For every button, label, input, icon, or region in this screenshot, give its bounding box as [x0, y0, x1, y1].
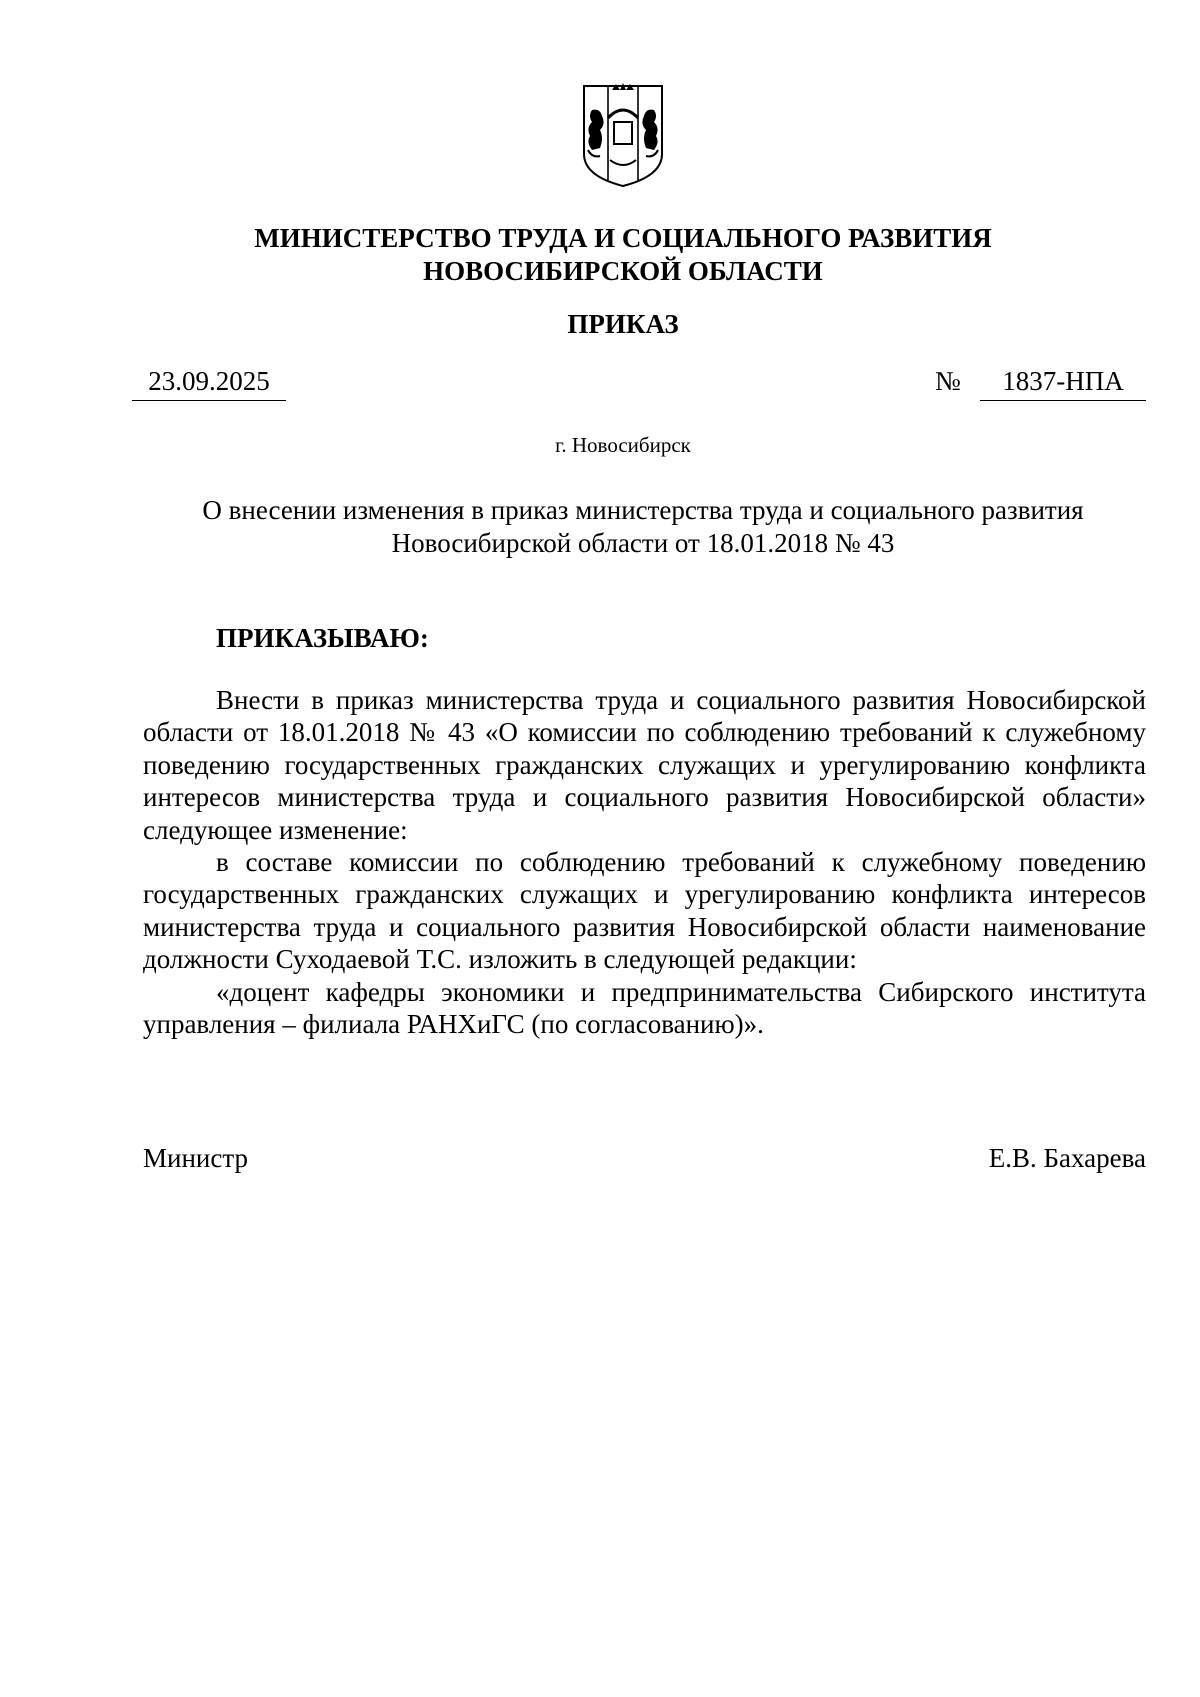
- coat-of-arms-icon: [578, 80, 668, 190]
- order-body: [143, 684, 1146, 1040]
- ministry-name-line1: МИНИСТЕРСТВО ТРУДА И СОЦИАЛЬНОГО РАЗВИТИЯ: [254, 223, 992, 253]
- body-paragraph: Внести в приказ министерства труда и социального развития Новосибирской области от 18.01.2018 № 43 «О комиссии по соблюдению требований к служебному поведению государственных гражданских служащих и урегулированию конфликта интересов министерства труда и социального развития Новосибирской области» следующее изменение:: [143, 685, 1146, 845]
- order-subject-line1: О внесении изменения в приказ министерства труда и социального развития: [202, 495, 1084, 525]
- order-subject-line2: Новосибирской области от 18.01.2018 № 43: [391, 528, 895, 558]
- signer-name: Е.В. Бахарева: [988, 1143, 1146, 1173]
- signer-position: Министр: [143, 1143, 248, 1173]
- document-type-title: ПРИКАЗ: [567, 309, 679, 339]
- body-paragraph: в составе комиссии по соблюдению требований к служебному поведению государственных гражданских служащих и урегулированию конфликта интересов министерства труда и социального развития Новосибирской области наименование должности Суходаевой Т.С. изложить в следующей редакции:: [143, 847, 1146, 975]
- order-date: 23.09.2025: [132, 366, 286, 401]
- ministry-name-line2: НОВОСИБИРСКОЙ ОБЛАСТИ: [423, 256, 823, 286]
- order-number: 1837-НПА: [980, 366, 1146, 401]
- order-number-label: №: [935, 366, 961, 396]
- order-subject: [0, 494, 1200, 560]
- body-paragraph: «доцент кафедры экономики и предпринимательства Сибирского института управления – филиала РАНХиГС (по согласованию)».: [143, 976, 1146, 1040]
- ministry-name: [0, 222, 1200, 288]
- city: г. Новосибирск: [555, 433, 691, 457]
- order-directive-heading: ПРИКАЗЫВАЮ:: [216, 623, 429, 653]
